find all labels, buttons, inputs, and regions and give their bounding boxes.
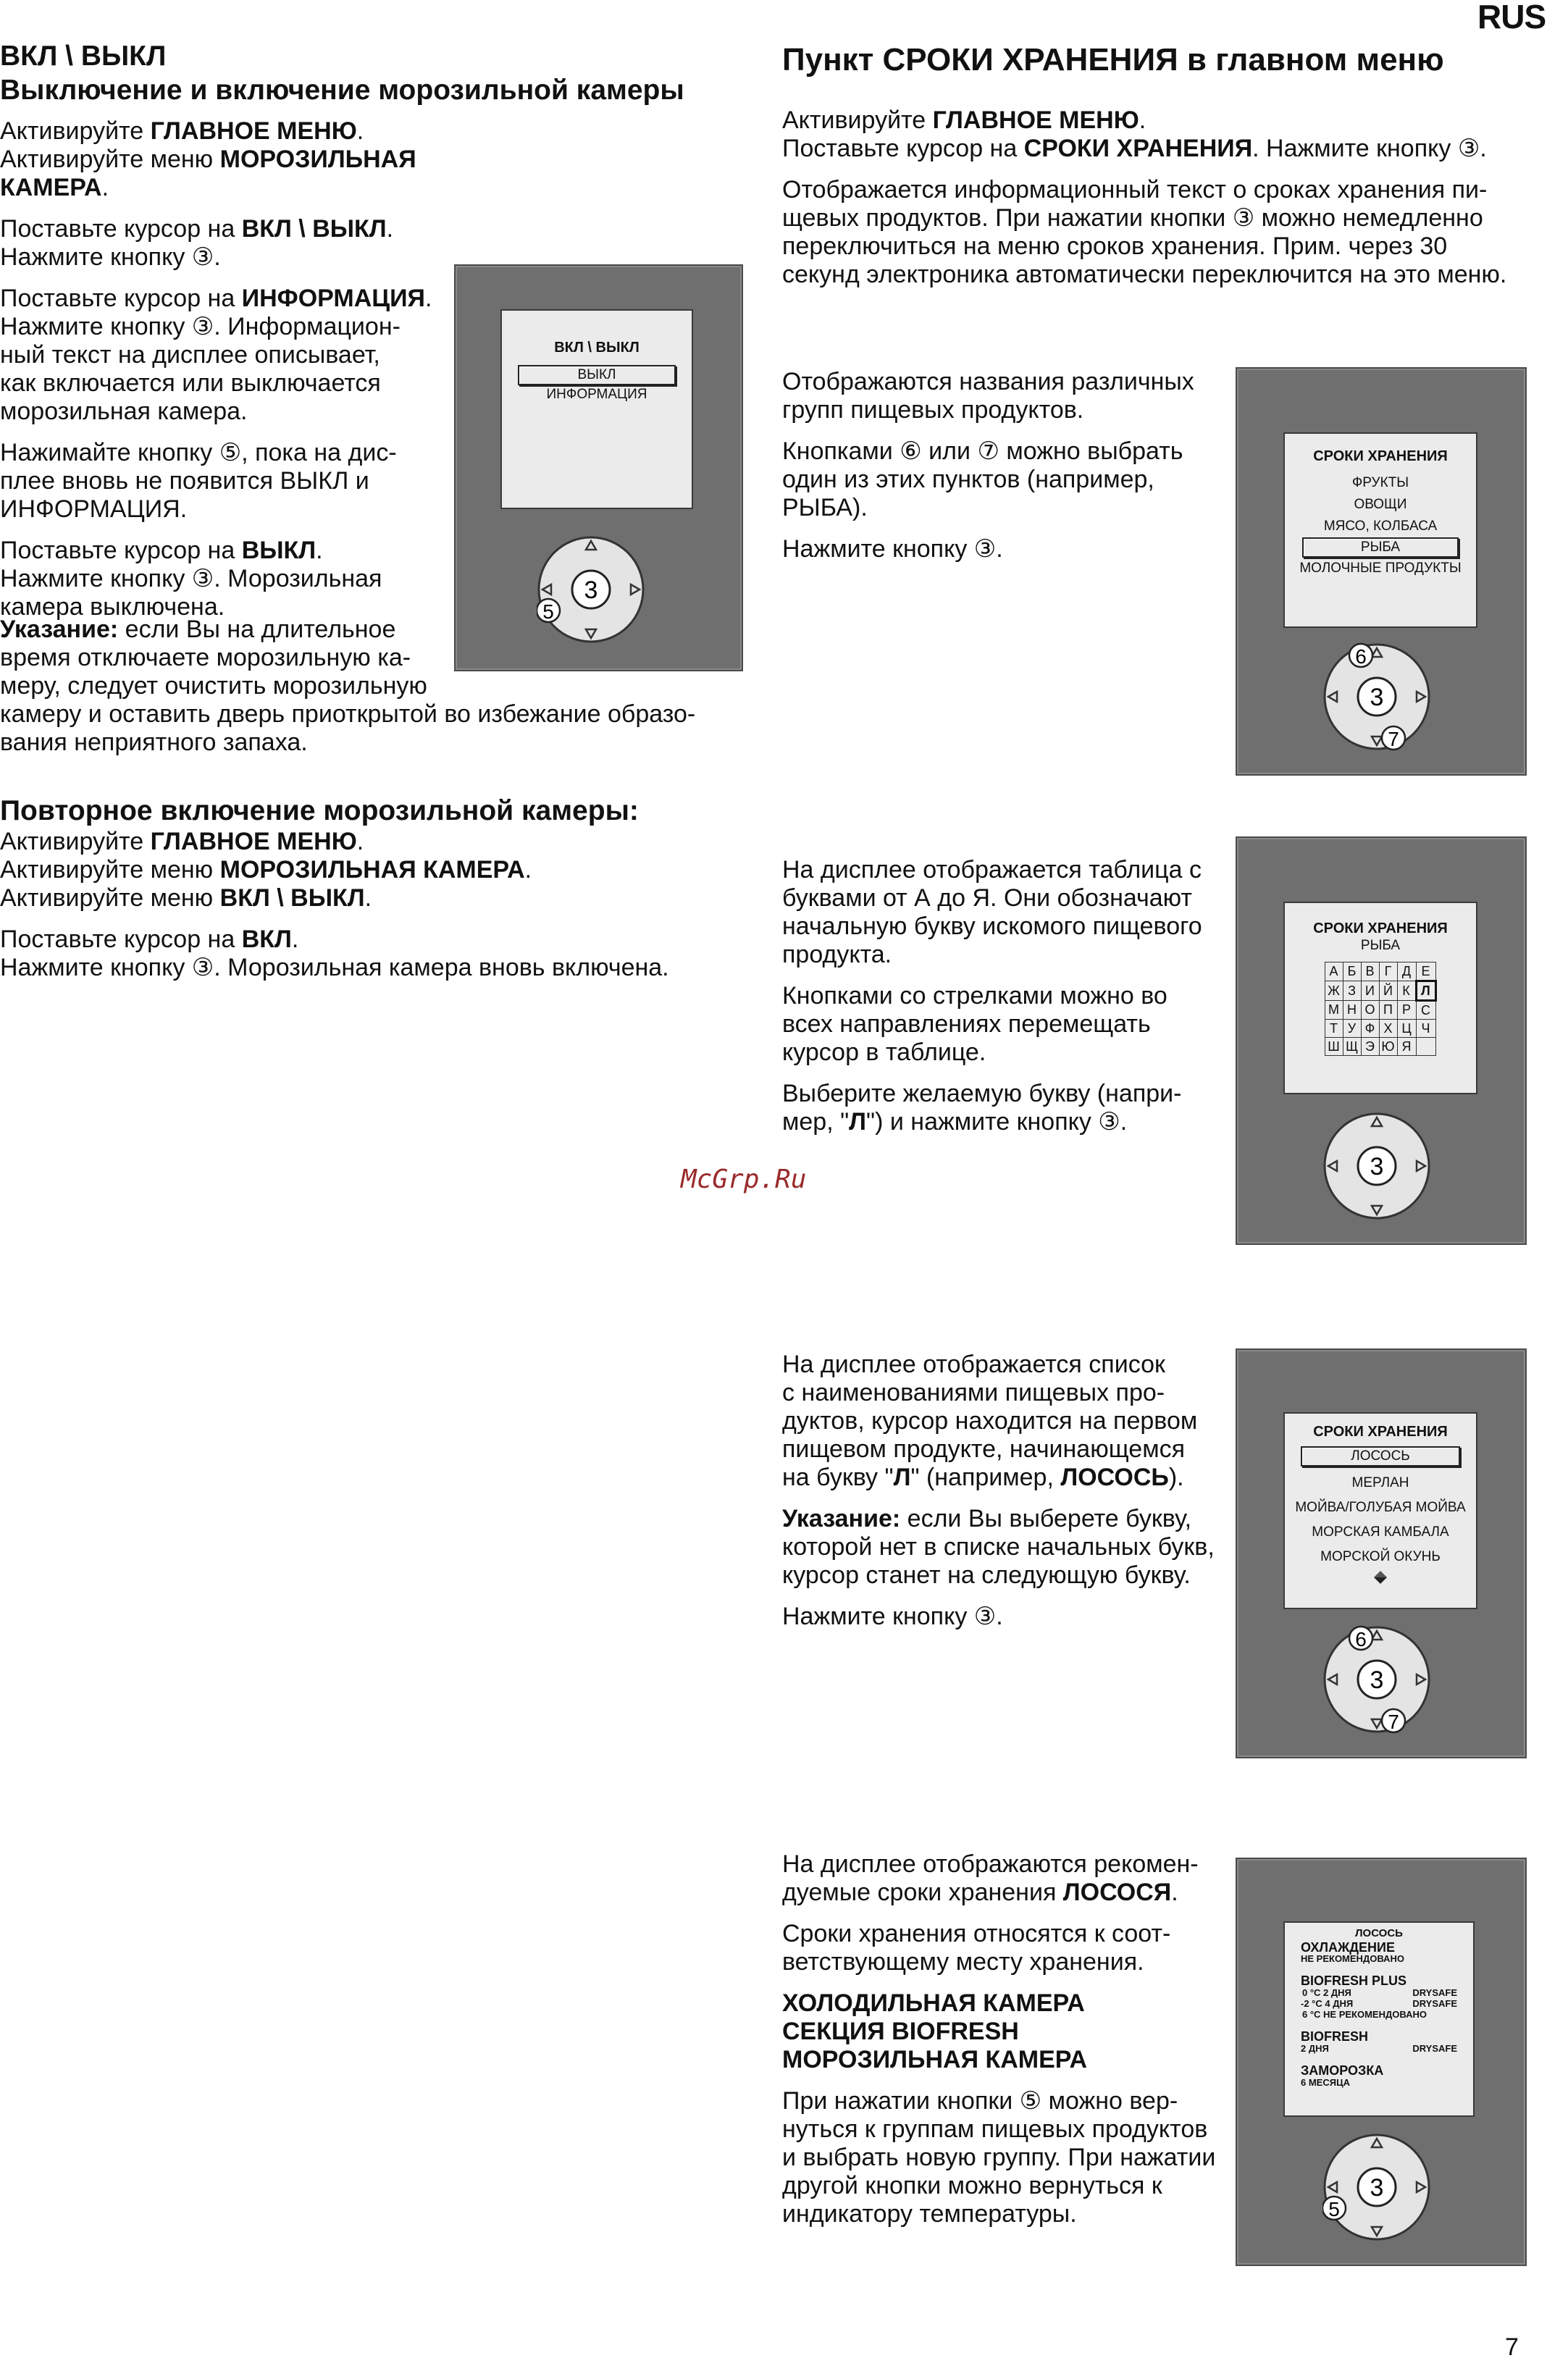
letter-row [1325, 1020, 1435, 1038]
navigation-pad [1322, 642, 1431, 751]
display-title: ЛОСОСЬ [1355, 1927, 1403, 1939]
letter-cell[interactable]: У [1343, 1020, 1361, 1038]
navigation-pad [537, 535, 645, 644]
navigation-pad [1322, 1625, 1431, 1734]
reactivation-section: Повторное включение морозильной камеры: Активируйте ГЛАВНОЕ МЕНЮ. Активируйте меню МОРОЗИЛЬНАЯ КАМЕРА. Активируйте меню ВКЛ \ ВЫКЛ. Поставьте курсор на ВКЛ. Нажмите кнопку ③. Морозильная камера вновь включена. [0, 794, 731, 995]
letter-table [1325, 962, 1437, 1056]
letter-cell[interactable]: Ш [1325, 1038, 1343, 1056]
display-letters [1283, 902, 1477, 1094]
left-note: Указание: если Вы на длительное время отключаете морозильную ка- меру, следует очистить морозильную камеру и оставить дверь приоткрытой во избежание образо- вания неприятного запаха. [0, 616, 696, 756]
letter-cell[interactable]: А [1325, 962, 1343, 981]
svg-text:7: 7 [1388, 728, 1399, 750]
biofresh-heading: BIOFRESH [1301, 2029, 1369, 2044]
letter-cell[interactable] [1416, 1038, 1435, 1056]
letter-cell[interactable]: Ж [1325, 981, 1343, 1001]
device-panel-letters [1236, 836, 1527, 1245]
letter-cell[interactable]: О [1361, 1001, 1379, 1020]
svg-text:3: 3 [1370, 1153, 1384, 1180]
display-groups [1283, 432, 1477, 628]
letter-row [1325, 981, 1435, 1001]
letter-cell[interactable]: Т [1325, 1020, 1343, 1038]
display-salmon [1283, 1921, 1475, 2117]
biofresh-plus-row: 6 °C НЕ РЕКОМЕНДОВАНО [1302, 2009, 1427, 2020]
display-title: СРОКИ ХРАНЕНИЯ [1313, 920, 1448, 936]
scroll-indicator-icon [1285, 1569, 1476, 1589]
step-groups-text: Отображаются названия различных групп пищевых продуктов. Кнопками ⑥ или ⑦ можно выбрать один из этих пунктов (например, РЫБА). Нажмите кнопку ③. [782, 368, 1194, 563]
menu-item-info[interactable]: ИНФОРМАЦИЯ [546, 387, 647, 402]
freeze-value: 6 МЕСЯЦА [1301, 2077, 1350, 2088]
menu-item[interactable]: МОРСКАЯ КАМБАЛА [1312, 1524, 1449, 1540]
cool-heading: ОХЛАЖДЕНИЕ [1301, 1940, 1395, 1955]
freeze-heading: ЗАМОРОЗКА [1301, 2063, 1384, 2078]
letter-cell[interactable]: С [1416, 1001, 1435, 1020]
navigation-pad [1322, 2133, 1431, 2241]
page-title: Пункт СРОКИ ХРАНЕНИЯ в главном меню [782, 42, 1444, 77]
letter-cell[interactable]: Э [1361, 1038, 1379, 1056]
letter-cell[interactable]: Д [1397, 962, 1416, 981]
navigation-pad [1322, 1112, 1431, 1220]
step-salmon-text: На дисплее отображаются рекомен- дуемые сроки хранения ЛОСОСЯ. Сроки хранения относятся к соот- ветствующему месту хранения. ХОЛОДИЛЬНАЯ КАМЕРА СЕКЦИЯ BIOFRESH МОРОЗИЛЬНАЯ КАМЕРА При нажатии кнопки ⑤ можно вер- нуться к группам пищевых продуктов и выбрать новую группу. При нажатии другой кнопки можно вернуться к индикатору температуры. [782, 1850, 1216, 2228]
display-title: СРОКИ ХРАНЕНИЯ [1313, 1424, 1448, 1440]
display-title: СРОКИ ХРАНЕНИЯ [1313, 448, 1448, 464]
letter-cell[interactable]: Ф [1361, 1020, 1379, 1038]
svg-text:3: 3 [1370, 2174, 1384, 2202]
language-label: RUS [1477, 0, 1546, 35]
right-section [782, 42, 1550, 78]
letter-cell[interactable]: Ц [1397, 1020, 1416, 1038]
step-letters-text: На дисплее отображается таблица с буквами от А до Я. Они обозначают начальную букву искомого пищевого продукта. Кнопками со стрелками можно во всех направлениях перемещать курсор в таблице. Выберите желаемую букву (напри- мер, "Л") и нажмите кнопку ③. [782, 856, 1202, 1136]
letter-cell[interactable]: П [1379, 1001, 1397, 1020]
cool-value: НЕ РЕКОМЕНДОВАНО [1301, 1953, 1404, 1964]
letter-row [1325, 1038, 1435, 1056]
device-panel-groups [1236, 367, 1527, 776]
letter-cell[interactable]: И [1361, 981, 1379, 1001]
biofresh-row: 2 ДНЯ DRYSAFE [1301, 2043, 1457, 2054]
svg-text:6: 6 [1355, 1628, 1367, 1650]
back-button-label: 5 [542, 600, 554, 623]
letter-cell[interactable]: Г [1379, 962, 1397, 981]
device-panel-fish [1236, 1348, 1527, 1758]
heading-onoff-sub: Выключение и включение морозильной камеры [0, 75, 684, 106]
biofresh-plus-row: -2 °C 4 ДНЯ DRYSAFE [1301, 1998, 1457, 2009]
letter-row [1325, 962, 1435, 981]
letter-cell[interactable]: Щ [1343, 1038, 1361, 1056]
svg-text:7: 7 [1388, 1711, 1399, 1733]
heading-onoff: ВКЛ \ ВЫКЛ [0, 41, 167, 72]
menu-item[interactable]: ОВОЩИ [1354, 497, 1407, 512]
menu-item[interactable]: ФРУКТЫ [1351, 475, 1409, 490]
svg-text:6: 6 [1355, 645, 1367, 668]
ok-button-label: 3 [584, 576, 598, 604]
letter-cell[interactable]: Ч [1416, 1020, 1435, 1038]
page-number: 7 [1505, 2333, 1519, 2361]
display-onoff [500, 309, 693, 509]
display-title: ВКЛ \ ВЫКЛ [554, 340, 640, 356]
right-intro: Активируйте ГЛАВНОЕ МЕНЮ. Поставьте курсор на СРОКИ ХРАНЕНИЯ. Нажмите кнопку ③. Отображается информационный текст о сроках хранения пи- щевых продуктов. При нажатии кнопки ③ можно немедленно переключиться на меню сроков хранения. Прим. через 30 секунд электроника автоматически переключится на это меню. [782, 106, 1507, 288]
device-panel-salmon [1236, 1858, 1527, 2266]
letter-cell[interactable]: Х [1379, 1020, 1397, 1038]
biofresh-plus-row: 0 °C 2 ДНЯ DRYSAFE [1302, 1987, 1457, 1998]
heading-reactivation: Повторное включение морозильной камеры: [0, 795, 639, 826]
svg-text:3: 3 [1370, 1666, 1384, 1694]
letter-cell[interactable]: Н [1343, 1001, 1361, 1020]
letter-cell[interactable]: Ю [1379, 1038, 1397, 1056]
letter-cell[interactable]: М [1325, 1001, 1343, 1020]
menu-item[interactable]: МОРСКОЙ ОКУНЬ [1320, 1549, 1441, 1564]
menu-item-selected[interactable]: ЛОСОСЬ [1301, 1446, 1460, 1467]
letter-cell[interactable]: Я [1397, 1038, 1416, 1056]
menu-item-off[interactable]: ВЫКЛ [518, 365, 676, 385]
letter-cell[interactable]: Е [1416, 962, 1435, 981]
letter-row [1325, 1001, 1435, 1020]
left-steps: Активируйте ГЛАВНОЕ МЕНЮ. Активируйте меню МОРОЗИЛЬНАЯ КАМЕРА. Поставьте курсор на ВКЛ \ ВЫКЛ. Нажмите кнопку ③. Поставьте курсор на ИНФОРМАЦИЯ. Нажмите кнопку ③. Информацион- ный текст на дисплее описывает, как включается или выключается морозильная камера. Нажимайте кнопку ⑤, пока на дис- плее вновь не появится ВЫКЛ и ИНФОРМАЦИЯ. Поставьте курсор на ВЫКЛ. Нажмите кнопку ③. Морозильная камера выключена. [0, 117, 432, 621]
letter-cell[interactable]: В [1361, 962, 1379, 981]
letter-cell[interactable]: Й [1379, 981, 1397, 1001]
svg-text:5: 5 [1328, 2198, 1340, 2220]
letter-cell[interactable]: К [1397, 981, 1416, 1001]
menu-item[interactable]: МЕРЛАН [1351, 1475, 1409, 1490]
letter-cell[interactable]: З [1343, 981, 1361, 1001]
svg-text:3: 3 [1370, 684, 1384, 711]
biofresh-plus-heading: BIOFRESH PLUS [1301, 1973, 1407, 1988]
letter-cell[interactable]: Л [1416, 981, 1435, 1001]
display-subtitle: РЫБА [1360, 938, 1401, 953]
menu-item-selected[interactable]: РЫБА [1302, 537, 1459, 558]
watermark[interactable]: McGrp.Ru [681, 1165, 807, 1194]
display-fish [1283, 1412, 1477, 1609]
menu-item[interactable]: МОЛОЧНЫЕ ПРОДУКТЫ [1299, 561, 1462, 576]
step-fish-text: На дисплее отображается список с наименованиями пищевых про- дуктов, курсор находится на первом пищевом продукте, начинающемся на букву "Л" (например, ЛОСОСЬ). Указание: если Вы выберете букву, которой нет в списке начальных букв, курсор станет на следующую букву. Нажмите кнопку ③. [782, 1351, 1215, 1630]
menu-item[interactable]: МЯСО, КОЛБАСА [1323, 519, 1438, 534]
menu-item[interactable]: МОЙВА/ГОЛУБАЯ МОЙВА [1295, 1500, 1466, 1515]
left-section-heading [0, 39, 731, 107]
letter-cell[interactable]: Р [1397, 1001, 1416, 1020]
letter-cell[interactable]: Б [1343, 962, 1361, 981]
device-panel-onoff [454, 264, 743, 671]
